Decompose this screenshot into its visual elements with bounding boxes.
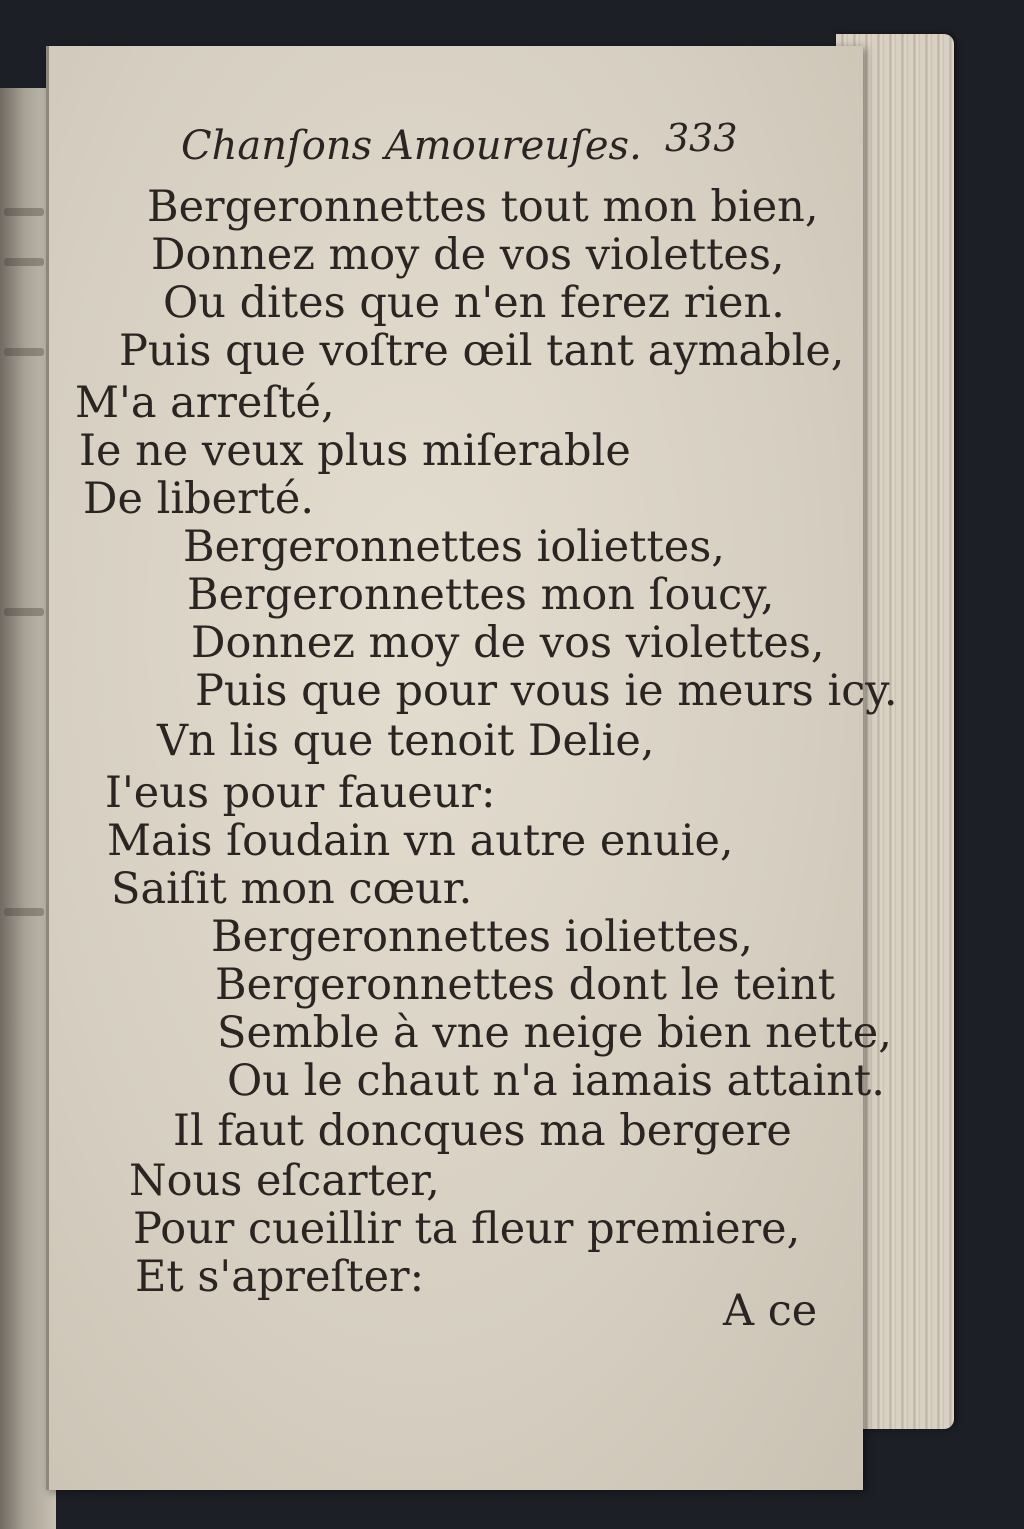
- running-title: Chanſons Amoureuſes.: [181, 123, 642, 169]
- verse-line: M'a arreſté,: [75, 378, 335, 428]
- verse-line: Pour cueillir ta fleur premiere,: [133, 1204, 801, 1254]
- verse-line: I'eus pour faueur:: [105, 768, 496, 818]
- verse-line: Bergeronnettes ioliettes,: [211, 912, 753, 962]
- page-number: 333: [665, 116, 738, 160]
- verse-line: Bergeronnettes dont le teint: [215, 960, 835, 1010]
- verse-line: Semble à vne neige bien nette,: [217, 1008, 892, 1058]
- verse-line: Puis que pour vous ie meurs icy.: [195, 666, 898, 716]
- verse-line: Bergeronnettes ioliettes,: [183, 522, 725, 572]
- verse-line: Ou dites que n'en ferez rien.: [163, 278, 785, 328]
- verse-line: Puis que voſtre œil tant aymable,: [119, 326, 845, 376]
- verse-line: Saiſit mon cœur.: [111, 864, 473, 914]
- bleed-mark: [4, 208, 44, 216]
- verse-line: Nous eſcarter,: [129, 1156, 440, 1206]
- verse-line: De liberté.: [83, 474, 315, 524]
- verse-line: Bergeronnettes tout mon bien,: [147, 182, 819, 232]
- verse-line: Donnez moy de vos violettes,: [191, 618, 825, 668]
- catchword: A ce: [723, 1286, 818, 1336]
- verse-line: Il faut doncques ma bergere: [173, 1106, 792, 1156]
- verse-line: Donnez moy de vos violettes,: [151, 230, 785, 280]
- verse-line: Bergeronnettes mon ſoucy,: [187, 570, 775, 620]
- bleed-mark: [4, 348, 44, 356]
- bleed-mark: [4, 258, 44, 266]
- bleed-mark: [4, 608, 44, 616]
- verse-line: Ou le chaut n'a iamais attaint.: [227, 1056, 885, 1106]
- verse-line: Vn lis que tenoit Delie,: [157, 716, 655, 766]
- verse-line: Et s'apreſter:: [135, 1252, 425, 1302]
- verse-line: Ie ne veux plus miſerable: [79, 426, 631, 476]
- bleed-mark: [4, 908, 44, 916]
- book-page: [46, 46, 898, 1490]
- verse-line: Mais ſoudain vn autre enuie,: [107, 816, 734, 866]
